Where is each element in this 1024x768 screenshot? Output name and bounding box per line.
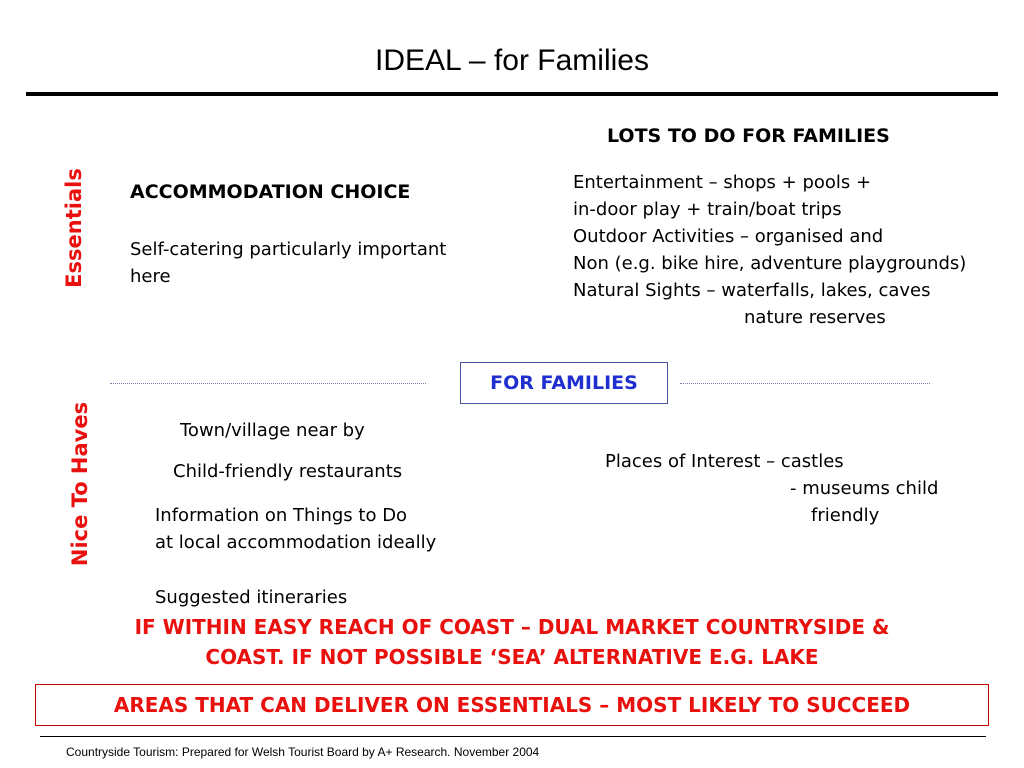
nice-places-line-2: - museums child: [790, 478, 939, 499]
essentials-label: Essentials: [62, 168, 86, 288]
nice-to-haves-label: Nice To Haves: [68, 401, 92, 567]
slide-title: IDEAL – for Families: [375, 44, 649, 77]
accommodation-line-2: here: [130, 266, 171, 287]
lots-to-do-line-3: Outdoor Activities – organised and: [573, 226, 884, 247]
nice-info-line-2: at local accommodation ideally: [155, 532, 437, 553]
nice-itineraries: Suggested itineraries: [155, 587, 348, 608]
nice-town-village: Town/village near by: [180, 420, 365, 441]
dotted-divider-right: [680, 383, 930, 384]
nice-places-line-3: friendly: [811, 505, 880, 526]
conclusion-box: AREAS THAT CAN DELIVER ON ESSENTIALS – MOST LIKELY TO SUCCEED: [35, 684, 989, 726]
for-families-box: FOR FAMILIES: [460, 362, 668, 404]
lots-to-do-line-5: Natural Sights – waterfalls, lakes, caves: [573, 280, 931, 301]
title-divider: [26, 92, 998, 96]
nice-places-line-1: Places of Interest – castles: [605, 451, 844, 472]
lots-to-do-heading: LOTS TO DO FOR FAMILIES: [607, 125, 890, 147]
lots-to-do-line-6: nature reserves: [744, 307, 886, 328]
nice-child-restaurants: Child-friendly restaurants: [173, 461, 403, 482]
coast-note-line-1: IF WITHIN EASY REACH OF COAST – DUAL MARKET COUNTRYSIDE &: [134, 615, 890, 639]
lots-to-do-line-2: in-door play + train/boat trips: [573, 199, 842, 220]
lots-to-do-line-4: Non (e.g. bike hire, adventure playgrounds): [573, 253, 967, 274]
nice-info-line-1: Information on Things to Do: [155, 505, 408, 526]
footer-text: Countryside Tourism: Prepared for Welsh Tourist Board by A+ Research. November 2004: [66, 745, 540, 759]
coast-note-line-2: COAST. IF NOT POSSIBLE ‘SEA’ ALTERNATIVE E.G. LAKE: [205, 645, 819, 669]
lots-to-do-line-1: Entertainment – shops + pools +: [573, 172, 872, 193]
accommodation-line-1: Self-catering particularly important: [130, 239, 447, 260]
accommodation-heading: ACCOMMODATION CHOICE: [130, 181, 411, 203]
dotted-divider-left: [110, 383, 426, 384]
footer-divider: [40, 736, 986, 737]
